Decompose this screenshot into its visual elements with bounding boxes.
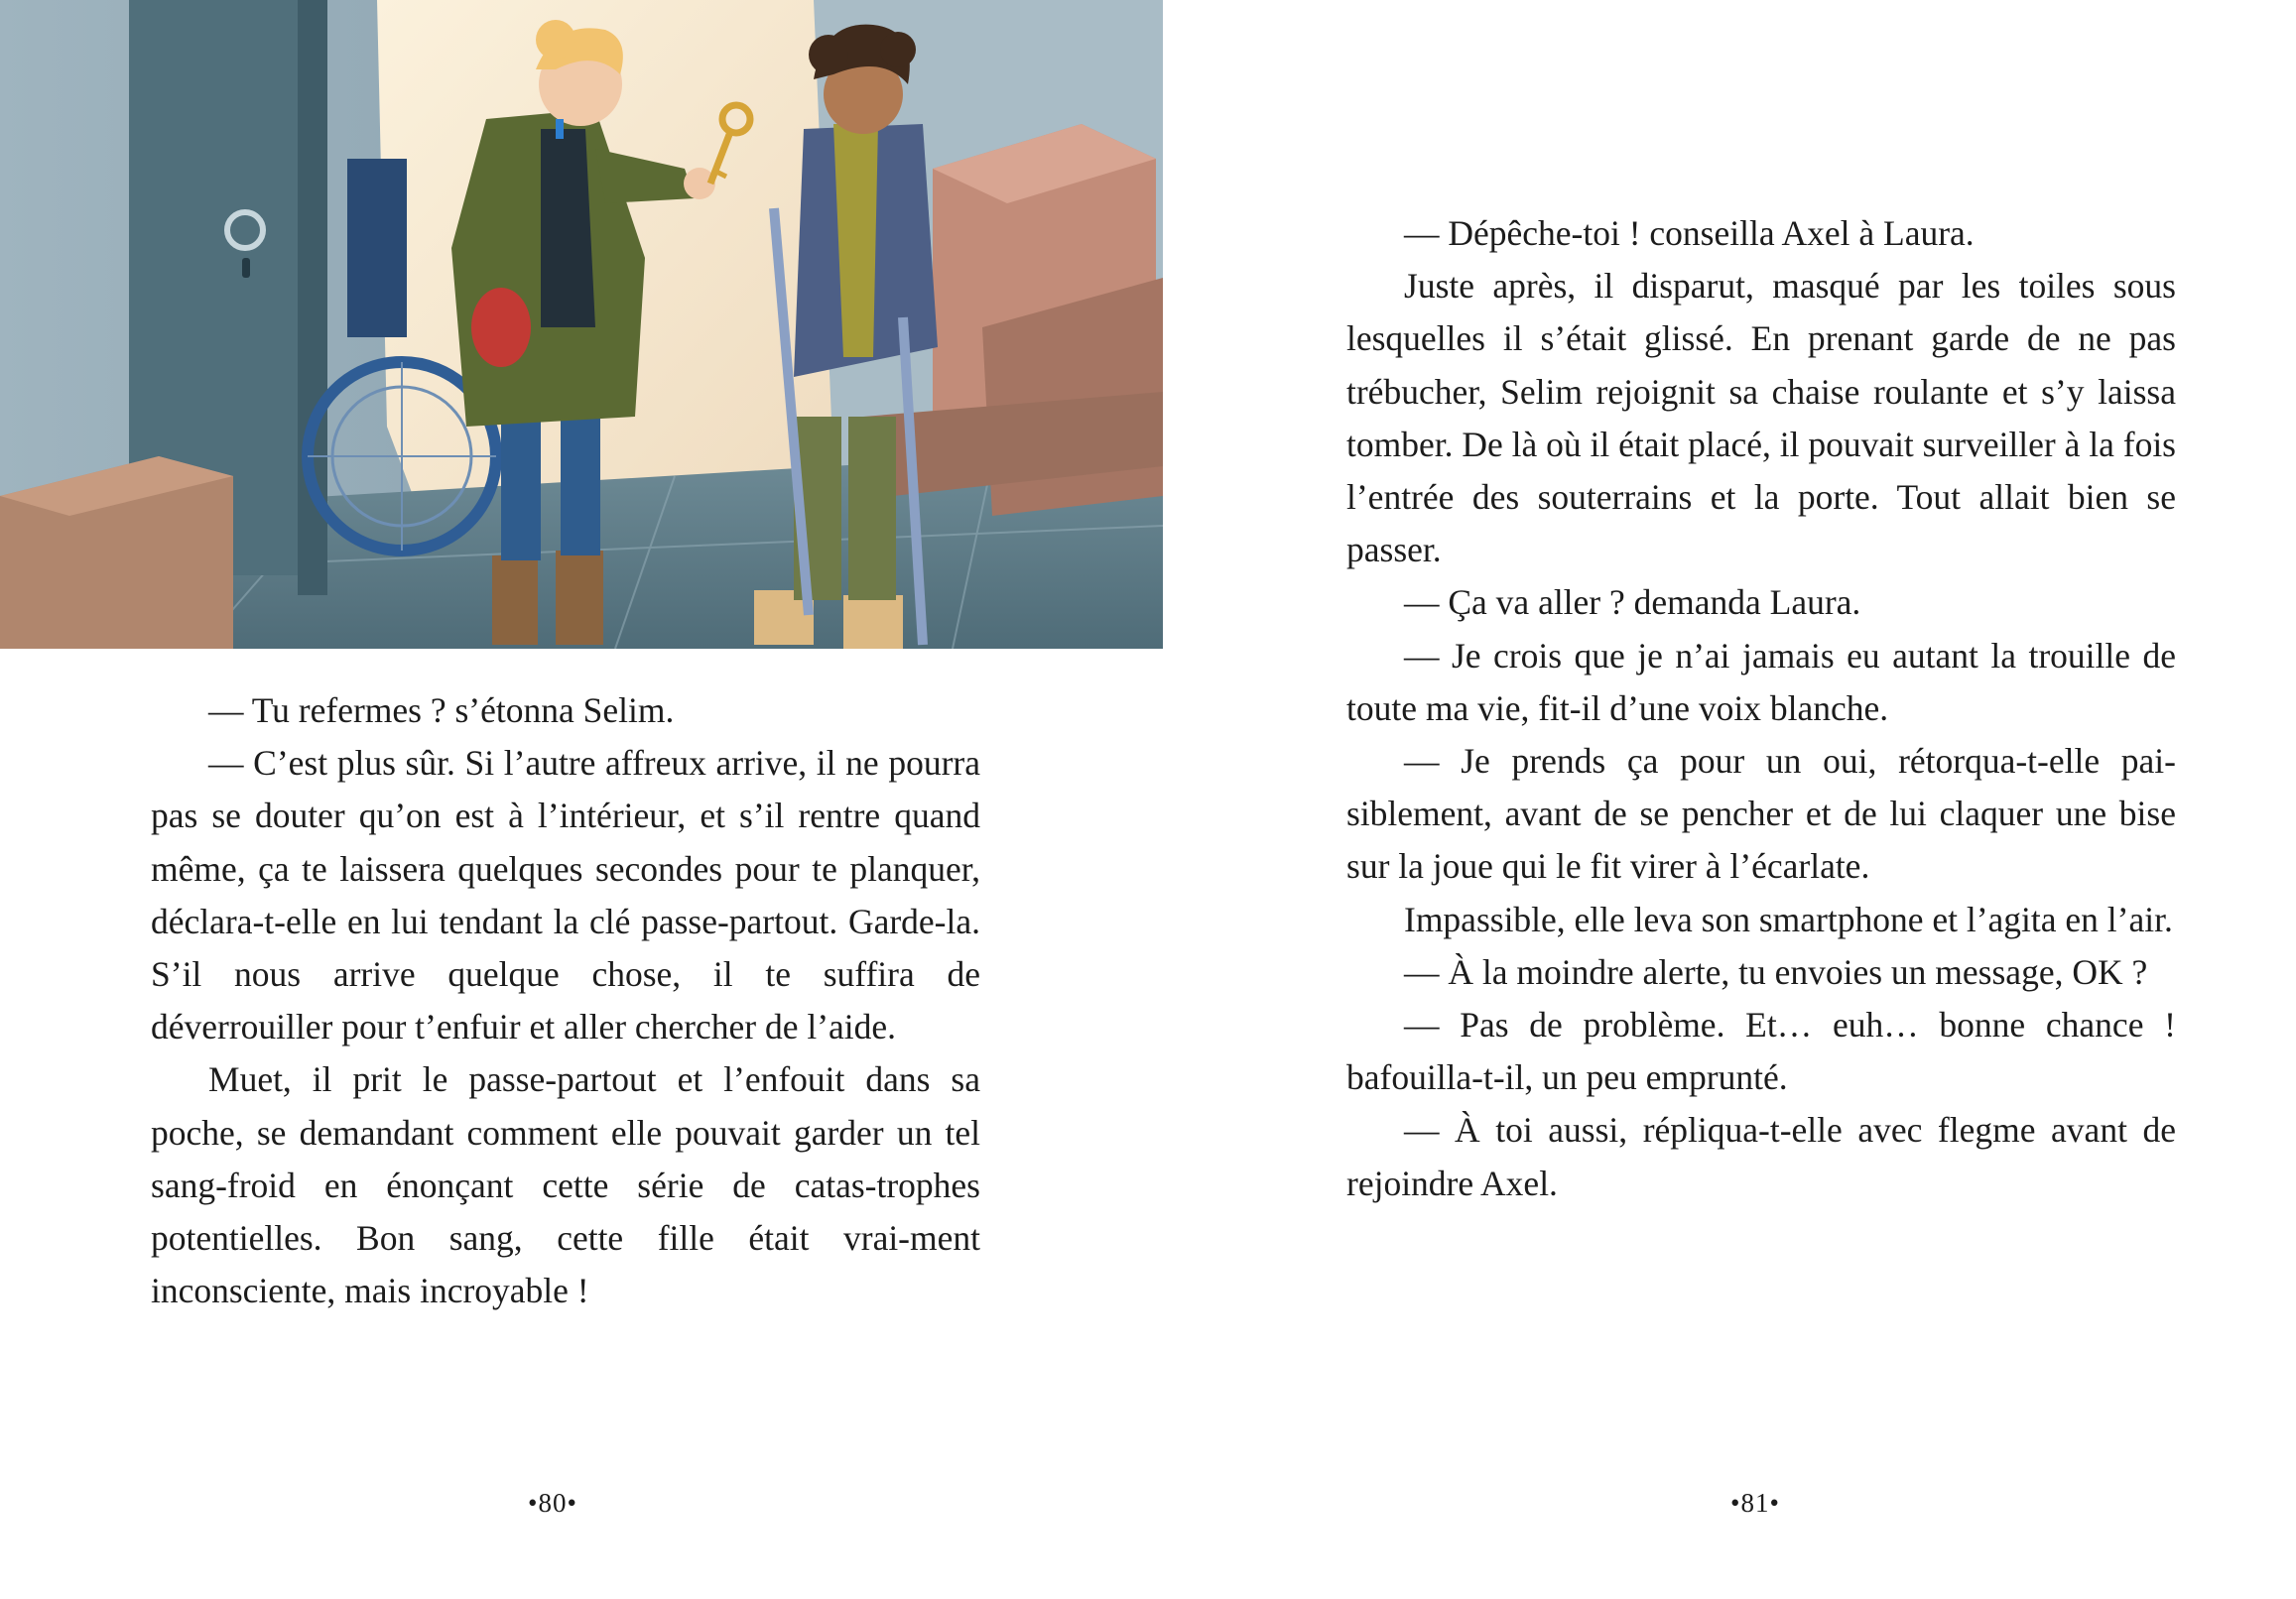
paragraph: — Pas de problème. Et… euh… bonne chance ! bafouilla-t-il, un peu emprunté.: [1346, 1005, 2176, 1098]
illustration-girl-with-key-and-boy-on-crutches: [0, 0, 1163, 649]
right-page: [1163, 0, 2296, 1599]
paragraph: Muet, il prit le passe-partout et l’enfouit dans sa poche, se demandant comment elle pouvait garder un tel sang-froid en énonçant cette série de catas-trophes potentielles. Bon sang, cette fille était vrai-ment inconsciente, mais incroyable !: [151, 1059, 980, 1311]
page-number: •81•: [1730, 1488, 1780, 1518]
paragraph: — À toi aussi, répliqua-t-elle avec flegme avant de rejoindre Axel.: [1346, 1110, 2176, 1203]
paragraph: — Ça va aller ? demanda Laura.: [1404, 582, 1861, 623]
keyhole-icon: [242, 258, 250, 278]
left-page-text: [151, 684, 980, 1317]
paragraph: — C’est plus sûr. Si l’autre affreux arrive, il ne pourra pas se douter qu’on est à l’intérieur, et s’il rentre quand même, ça te laissera quelques secondes pour te planquer, déclara-t-elle en lui tendant la clé passe-partout. Garde-la. S’il nous arrive quelque chose, il te suffira de déverrouiller pour t’enfuir et aller chercher de l’aide.: [151, 743, 980, 1047]
paragraph: Impassible, elle leva son smartphone et l’agita en l’air.: [1404, 899, 2173, 939]
paragraph: Juste après, il disparut, masqué par les toiles sous lesquelles il s’était glissé. En prenant garde de ne pas trébucher, Selim rejoignit sa chaise roulante et s’y laissa tomber. De là où il était placé, il pouvait surveiller à la fois l’entrée des souterrains et la porte. Tout allait bien se passer.: [1346, 266, 2176, 570]
paragraph: — Tu refermes ? s’étonna Selim.: [208, 690, 675, 730]
right-page-text: [1346, 207, 2176, 1210]
paragraph: — Je prends ça pour un oui, rétorqua-t-elle pai-siblement, avant de se pencher et de lui claquer une bise sur la joue qui le fit virer à l’écarlate.: [1346, 741, 2176, 887]
page-number: •80•: [528, 1488, 577, 1518]
paragraph: — Dépêche-toi ! conseilla Axel à Laura.: [1404, 213, 1975, 253]
illustration: [0, 0, 1163, 649]
paragraph: — À la moindre alerte, tu envoies un message, OK ?: [1404, 951, 2148, 992]
paragraph: — Je crois que je n’ai jamais eu autant la trouille de toute ma vie, fit-il d’une voix blanche.: [1346, 635, 2176, 728]
